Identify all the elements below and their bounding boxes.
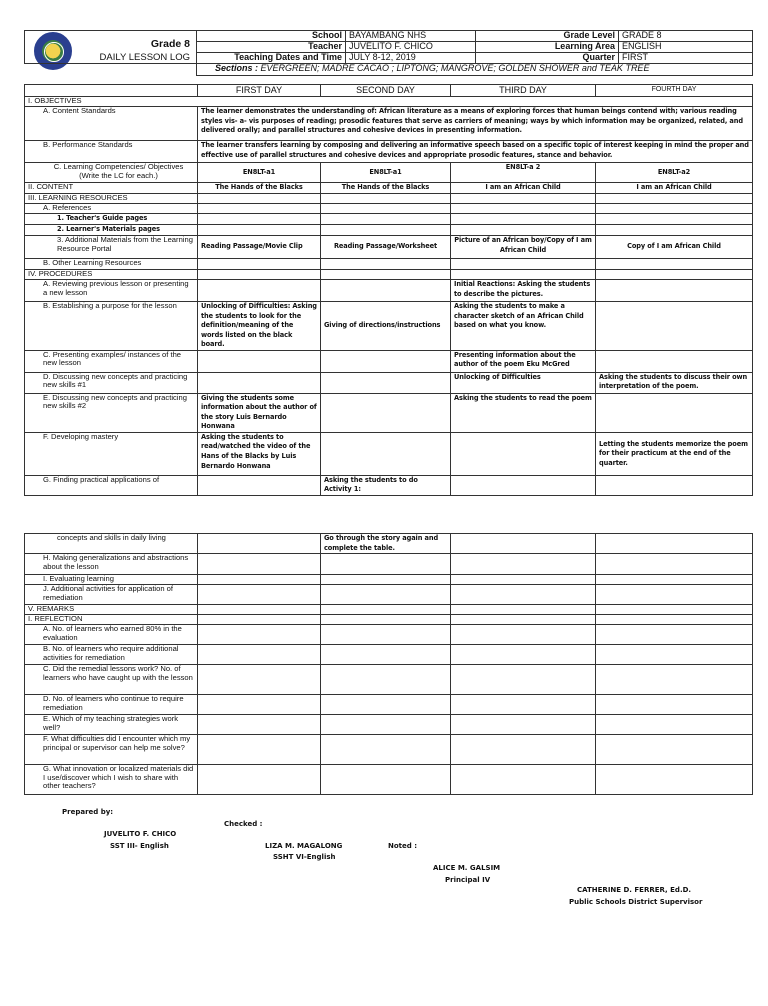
reflection-heading: I. REFLECTION xyxy=(25,615,198,625)
procedure-e-day-1: Giving the students some information about the author of the story Luis Bernardo Honwana xyxy=(198,393,321,432)
procedure-f-day-1: Asking the students to read/watched the video of the Hans of the Blacks by Luis Bernardo Honwana xyxy=(198,432,321,475)
noted-label: Noted : xyxy=(388,842,418,850)
remarks-heading: V. REMARKS xyxy=(25,605,198,615)
procedure-a-day-3: Initial Reactions: Asking the students to describe the pictures. xyxy=(451,280,596,302)
lesson-table-page-1 xyxy=(24,84,753,496)
procedure-b-day-1: Unlocking of Difficulties: Asking the students to look for the definition/meaning of the words listed on the black board. xyxy=(198,302,321,351)
day-header-2: SECOND DAY xyxy=(321,85,451,97)
learning-area-label: Learning Area xyxy=(476,41,619,52)
procedure-f-day-4: Letting the students memorize the poem for their practicum at the end of the quarter. xyxy=(596,432,753,475)
performance-standards-text: The learner transfers learning by composing and delivering an informative speech based on a specific topic of interest keeping in mind the proper and effective use of parallel structures and cohesive devices and appropriate prosodic features, stance and behavior. xyxy=(198,141,753,163)
content-day-4: I am an African Child xyxy=(596,183,753,194)
prepared-by-label: Prepared by: xyxy=(62,808,114,816)
supervisor-name: CATHERINE D. FERRER, Ed.D. xyxy=(577,886,692,894)
procedure-f-label: F. Developing mastery xyxy=(25,432,198,475)
content-day-3: I am an African Child xyxy=(451,183,596,194)
competencies-label: C. Learning Competencies/ Objectives (Write the LC for each.) xyxy=(25,163,198,183)
header-table xyxy=(24,30,753,76)
checked-label: Checked : xyxy=(224,820,263,828)
title-block xyxy=(25,31,197,64)
preparer-title: SST III- English xyxy=(110,842,169,850)
additional-day-2: Reading Passage/Worksheet xyxy=(321,236,451,259)
grade-level-value: GRADE 8 xyxy=(619,31,753,42)
content-day-2: The Hands of the Blacks xyxy=(321,183,451,194)
procedure-b-day-3: Asking the students to make a character sketch of an African Child based on what you know. xyxy=(451,302,596,351)
procedure-a-label: A. Reviewing previous lesson or presenting a new lesson xyxy=(25,280,198,302)
content-day-1: The Hands of the Blacks xyxy=(198,183,321,194)
procedure-c-day-3: Presenting information about the author of the poem Eku McGred xyxy=(451,350,596,372)
principal-title: Principal IV xyxy=(445,876,491,884)
grade-title: Grade 8 xyxy=(150,38,190,50)
competency-day-1: EN8LT-a1 xyxy=(198,163,321,183)
procedure-g-day-2: Asking the students to do Activity 1: xyxy=(321,475,451,495)
procedure-e-day-3: Asking the students to read the poem xyxy=(451,393,596,432)
sections-value: EVERGREEN; MADRE CACAO ; LIPTONG; MANGROVE; GOLDEN SHOWER and TEAK TREE xyxy=(260,63,650,73)
lesson-table-page-2 xyxy=(24,533,753,795)
procedure-i-label: I. Evaluating learning xyxy=(25,575,198,585)
competency-day-3: EN8LT-a 2 xyxy=(451,163,596,183)
competency-day-4: EN8LT-a2 xyxy=(596,163,753,183)
reflection-g-label: G. What innovation or localized materials did I use/discover which I wish to share with other teachers? xyxy=(25,765,198,795)
performance-standards-label: B. Performance Standards xyxy=(25,141,198,163)
school-label: School xyxy=(197,31,346,42)
resources-heading: III. LEARNING RESOURCES xyxy=(25,194,198,204)
procedures-heading: IV. PROCEDURES xyxy=(25,270,198,280)
procedure-h-label: H. Making generalizations and abstractions about the lesson xyxy=(25,554,198,575)
procedure-c-label: C. Presenting examples/ instances of the new lesson xyxy=(25,350,198,372)
day-header-1: FIRST DAY xyxy=(198,85,321,97)
reflection-c-label: C. Did the remedial lessons work? No. of learners who have caught up with the lesson xyxy=(25,665,198,695)
additional-day-3: Picture of an African boy/Copy of I am African Child xyxy=(451,236,596,259)
reflection-b-label: B. No. of learners who require additional activities for remediation xyxy=(25,645,198,665)
teachers-guide-label: 1. Teacher's Guide pages xyxy=(25,214,198,225)
procedure-d-label: D. Discussing new concepts and practicing new skills #1 xyxy=(25,372,198,393)
day-header-3: THIRD DAY xyxy=(451,85,596,97)
school-value: BAYAMBANG NHS xyxy=(346,31,476,42)
day-header-4: FOURTH DAY xyxy=(596,85,753,97)
procedure-d-day-3: Unlocking of Difficulties xyxy=(451,372,596,393)
sections-line xyxy=(197,63,753,75)
reflection-a-label: A. No. of learners who earned 80% in the evaluation xyxy=(25,625,198,645)
grade-level-label: Grade Level xyxy=(476,31,619,42)
teacher-label: Teacher xyxy=(197,41,346,52)
procedure-g-continued-label: concepts and skills in daily living xyxy=(25,534,198,554)
procedure-b-day-2: Giving of directions/instructions xyxy=(321,302,451,351)
checker-title: SSHT VI-English xyxy=(273,853,336,861)
competency-day-2: EN8LT-a1 xyxy=(321,163,451,183)
content-standards-label: A. Content Standards xyxy=(25,107,198,141)
procedure-g-day-2-continued: Go through the story again and complete the table. xyxy=(321,534,451,554)
procedure-b-label: B. Establishing a purpose for the lesson xyxy=(25,302,198,351)
quarter-value: FIRST xyxy=(619,52,753,63)
reflection-f-label: F. What difficulties did I encounter which my principal or supervisor can help me solve? xyxy=(25,735,198,765)
supervisor-title: Public Schools District Supervisor xyxy=(569,898,703,906)
learners-materials-label: 2. Learner's Materials pages xyxy=(25,225,198,236)
content-heading: II. CONTENT xyxy=(25,183,198,194)
procedure-j-label: J. Additional activities for application of remediation xyxy=(25,585,198,605)
procedure-e-label: E. Discussing new concepts and practicing new skills #2 xyxy=(25,393,198,432)
additional-day-4: Copy of I am African Child xyxy=(596,236,753,259)
learning-area-value: ENGLISH xyxy=(619,41,753,52)
dates-value: JULY 8-12, 2019 xyxy=(346,52,476,63)
checker-name: LIZA M. MAGALONG xyxy=(265,842,343,850)
other-resources-label: B. Other Learning Resources xyxy=(25,259,198,270)
content-standards-text: The learner demonstrates the understanding of: African literature as a means of exploring forces that human beings contend with; various reading styles vis- a- vis purposes of reading; prosodic features that serve as carriers of meaning; ways by which information may be organized, related, and delivered orally; and parallel structures and cohesive devices in presenting information. xyxy=(198,107,753,141)
dates-label: Teaching Dates and Time xyxy=(197,52,346,63)
sections-label: Sections : xyxy=(215,63,259,73)
objectives-heading: I. OBJECTIVES xyxy=(25,97,753,107)
reflection-d-label: D. No. of learners who continue to require remediation xyxy=(25,695,198,715)
log-title: DAILY LESSON LOG xyxy=(99,51,190,63)
procedure-d-day-4: Asking the students to discuss their own interpretation of the poem. xyxy=(596,372,753,393)
quarter-label: Quarter xyxy=(476,52,619,63)
principal-name: ALICE M. GALSIM xyxy=(433,864,501,872)
preparer-name: JUVELITO F. CHICO xyxy=(104,830,177,838)
references-label: A. References xyxy=(25,204,198,214)
reflection-e-label: E. Which of my teaching strategies work well? xyxy=(25,715,198,735)
procedure-g-label: G. Finding practical applications of xyxy=(25,475,198,495)
teacher-value: JUVELITO F. CHICO xyxy=(346,41,476,52)
additional-day-1: Reading Passage/Movie Clip xyxy=(198,236,321,259)
additional-materials-label: 3. Additional Materials from the Learning Resource Portal xyxy=(25,236,198,259)
